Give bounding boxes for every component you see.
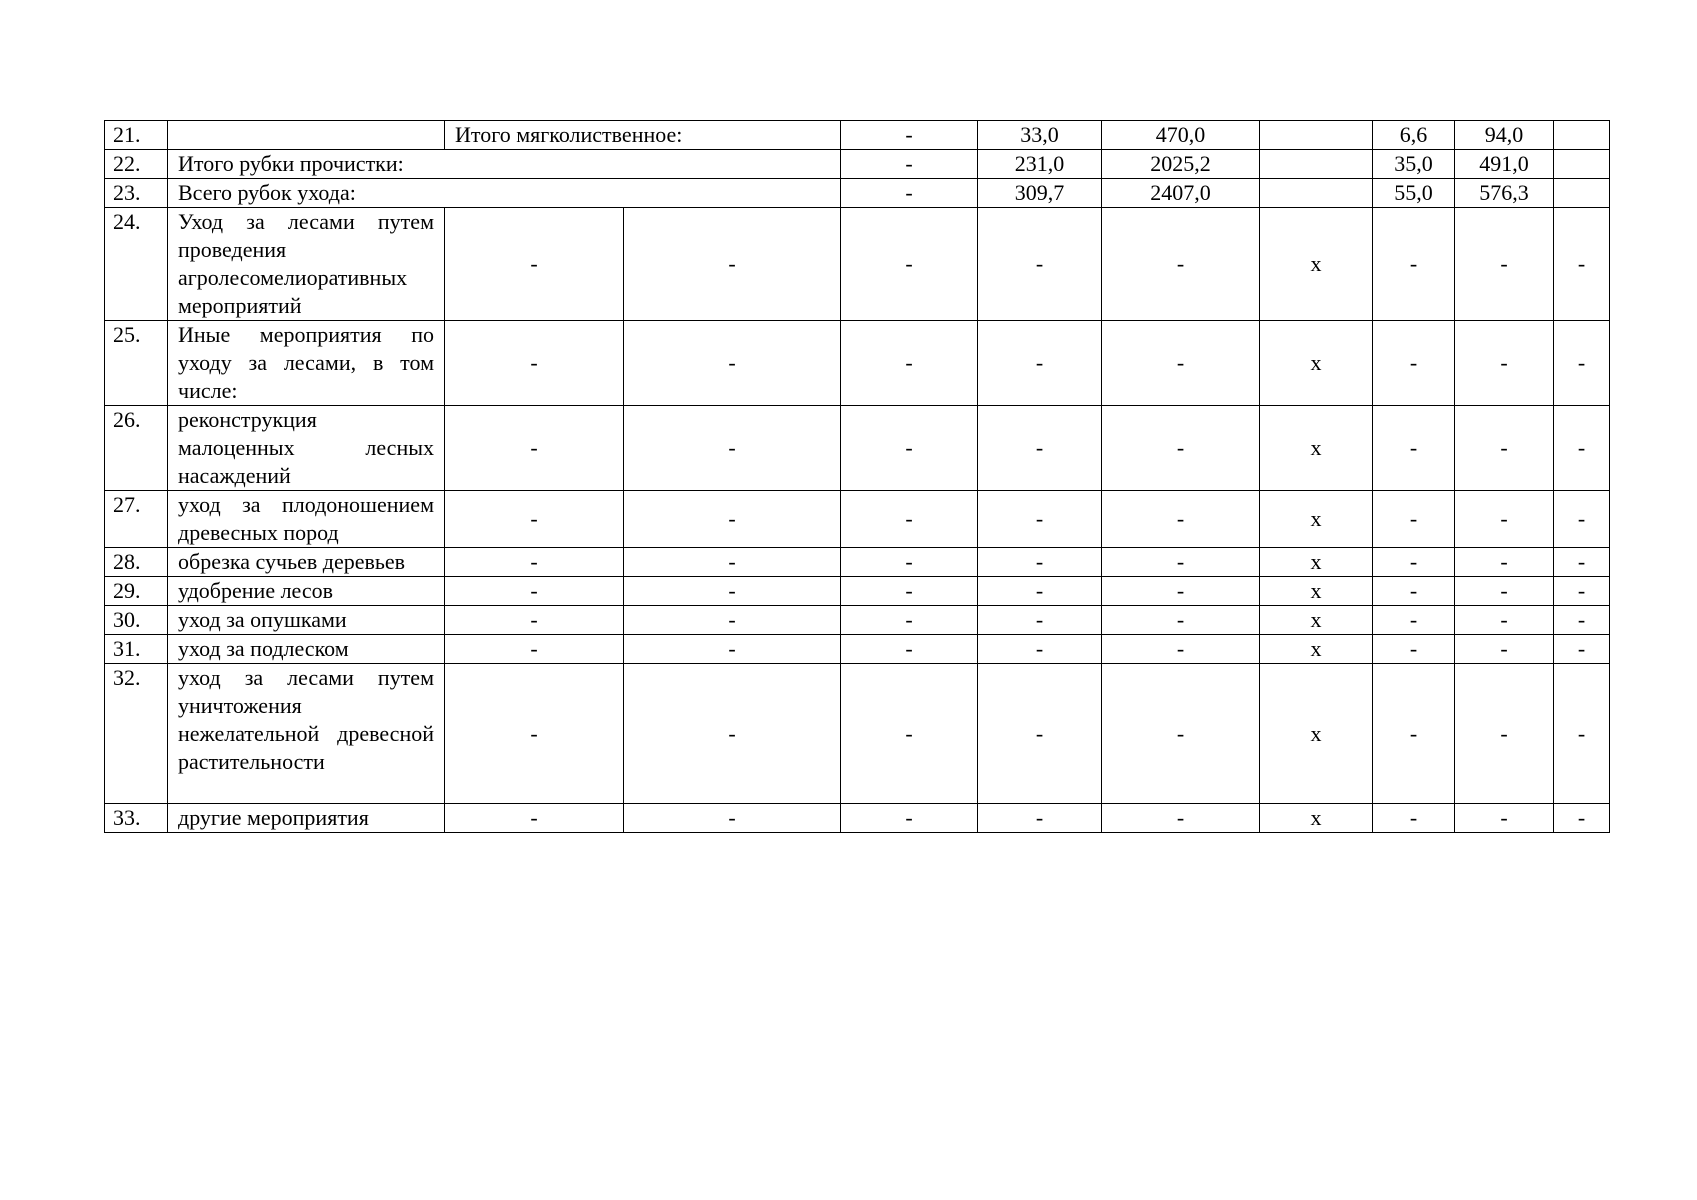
value-cell: х bbox=[1260, 491, 1373, 548]
value-cell: - bbox=[841, 664, 978, 804]
value-cell: - bbox=[445, 804, 624, 833]
value-cell: 309,7 bbox=[978, 179, 1102, 208]
value-cell: - bbox=[624, 208, 841, 321]
value-cell: х bbox=[1260, 664, 1373, 804]
value-cell: - bbox=[445, 577, 624, 606]
table-row bbox=[105, 606, 1610, 635]
row-label: уход за плодоношением древесных пород bbox=[168, 491, 445, 548]
value-cell: - bbox=[445, 635, 624, 664]
value-cell: - bbox=[445, 606, 624, 635]
value-cell: х bbox=[1260, 804, 1373, 833]
row-number: 30. bbox=[105, 606, 168, 635]
row-label: другие мероприятия bbox=[168, 804, 445, 833]
value-cell: - bbox=[1102, 606, 1260, 635]
value-cell: - bbox=[1102, 635, 1260, 664]
value-cell: - bbox=[624, 664, 841, 804]
value-cell: - bbox=[1373, 406, 1455, 491]
value-cell: - bbox=[624, 804, 841, 833]
row-number: 22. bbox=[105, 150, 168, 179]
row-number: 32. bbox=[105, 664, 168, 804]
table-body bbox=[105, 121, 1610, 833]
row-number: 29. bbox=[105, 577, 168, 606]
value-cell: 33,0 bbox=[978, 121, 1102, 150]
row-label: Итого мягколиственное: bbox=[445, 121, 841, 150]
value-cell bbox=[1260, 179, 1373, 208]
value-cell: - bbox=[624, 635, 841, 664]
value-cell bbox=[1554, 150, 1610, 179]
value-cell: - bbox=[1102, 208, 1260, 321]
value-cell: - bbox=[1455, 664, 1554, 804]
value-cell: - bbox=[1554, 606, 1610, 635]
value-cell: - bbox=[445, 406, 624, 491]
value-cell: - bbox=[1102, 804, 1260, 833]
value-cell: - bbox=[1373, 635, 1455, 664]
value-cell: 35,0 bbox=[1373, 150, 1455, 179]
value-cell: - bbox=[1373, 577, 1455, 606]
value-cell: - bbox=[1554, 548, 1610, 577]
row-number: 33. bbox=[105, 804, 168, 833]
row-label: Уход за лесами путем проведения агролесомелиоративных мероприятий bbox=[168, 208, 445, 321]
row-number: 28. bbox=[105, 548, 168, 577]
row-label: уход за подлеском bbox=[168, 635, 445, 664]
value-cell: х bbox=[1260, 548, 1373, 577]
table-row bbox=[105, 577, 1610, 606]
value-cell: - bbox=[624, 321, 841, 406]
value-cell: - bbox=[1554, 491, 1610, 548]
value-cell: - bbox=[1455, 577, 1554, 606]
value-cell: - bbox=[841, 321, 978, 406]
value-cell: - bbox=[841, 150, 978, 179]
value-cell: х bbox=[1260, 606, 1373, 635]
row-label: Иные мероприятия по уходу за лесами, в том числе: bbox=[168, 321, 445, 406]
row-label: Итого рубки прочистки: bbox=[168, 150, 841, 179]
value-cell: - bbox=[1373, 606, 1455, 635]
row-label: уход за лесами путем уничтожения нежелательной древесной растительности bbox=[168, 664, 445, 804]
value-cell: - bbox=[978, 208, 1102, 321]
value-cell: - bbox=[978, 635, 1102, 664]
value-cell: - bbox=[1554, 804, 1610, 833]
row-label: обрезка сучьев деревьев bbox=[168, 548, 445, 577]
value-cell: - bbox=[841, 804, 978, 833]
value-cell: - bbox=[1102, 406, 1260, 491]
value-cell: - bbox=[841, 179, 978, 208]
value-cell: - bbox=[1102, 491, 1260, 548]
row-number: 24. bbox=[105, 208, 168, 321]
empty-cell bbox=[168, 121, 445, 150]
value-cell bbox=[1260, 150, 1373, 179]
row-label: уход за опушками bbox=[168, 606, 445, 635]
value-cell: 231,0 bbox=[978, 150, 1102, 179]
value-cell: 55,0 bbox=[1373, 179, 1455, 208]
table-row bbox=[105, 664, 1610, 804]
value-cell: - bbox=[978, 548, 1102, 577]
value-cell: 6,6 bbox=[1373, 121, 1455, 150]
table-row bbox=[105, 635, 1610, 664]
value-cell bbox=[1260, 121, 1373, 150]
value-cell: - bbox=[1455, 548, 1554, 577]
value-cell: - bbox=[978, 406, 1102, 491]
value-cell: - bbox=[841, 121, 978, 150]
value-cell: - bbox=[1554, 406, 1610, 491]
value-cell: 576,3 bbox=[1455, 179, 1554, 208]
value-cell: - bbox=[1102, 577, 1260, 606]
value-cell: - bbox=[624, 548, 841, 577]
value-cell: - bbox=[978, 804, 1102, 833]
table-row bbox=[105, 491, 1610, 548]
value-cell: - bbox=[841, 635, 978, 664]
value-cell: - bbox=[978, 577, 1102, 606]
value-cell: - bbox=[1373, 548, 1455, 577]
value-cell bbox=[1554, 121, 1610, 150]
row-label: реконструкция малоценных лесных насаждений bbox=[168, 406, 445, 491]
value-cell: - bbox=[1373, 321, 1455, 406]
table-row bbox=[105, 804, 1610, 833]
value-cell: - bbox=[1373, 208, 1455, 321]
value-cell: - bbox=[445, 548, 624, 577]
table-row bbox=[105, 179, 1610, 208]
value-cell: - bbox=[445, 491, 624, 548]
value-cell: - bbox=[841, 606, 978, 635]
value-cell: - bbox=[1554, 664, 1610, 804]
value-cell: - bbox=[1102, 548, 1260, 577]
value-cell: - bbox=[841, 406, 978, 491]
row-number: 26. bbox=[105, 406, 168, 491]
value-cell: - bbox=[624, 606, 841, 635]
row-number: 25. bbox=[105, 321, 168, 406]
value-cell: - bbox=[1455, 491, 1554, 548]
value-cell: - bbox=[1455, 804, 1554, 833]
table-row bbox=[105, 121, 1610, 150]
table-row bbox=[105, 406, 1610, 491]
value-cell: - bbox=[445, 208, 624, 321]
forest-care-table bbox=[104, 120, 1610, 833]
value-cell: - bbox=[445, 321, 624, 406]
value-cell: 2025,2 bbox=[1102, 150, 1260, 179]
value-cell: х bbox=[1260, 406, 1373, 491]
row-number: 21. bbox=[105, 121, 168, 150]
row-number: 23. bbox=[105, 179, 168, 208]
table-row bbox=[105, 150, 1610, 179]
value-cell: 491,0 bbox=[1455, 150, 1554, 179]
value-cell: - bbox=[1554, 208, 1610, 321]
value-cell: 94,0 bbox=[1455, 121, 1554, 150]
value-cell: - bbox=[978, 606, 1102, 635]
value-cell: - bbox=[624, 491, 841, 548]
table-row bbox=[105, 321, 1610, 406]
value-cell: - bbox=[1102, 321, 1260, 406]
value-cell: х bbox=[1260, 321, 1373, 406]
value-cell: - bbox=[841, 491, 978, 548]
value-cell: - bbox=[1102, 664, 1260, 804]
value-cell: х bbox=[1260, 635, 1373, 664]
value-cell: - bbox=[1373, 491, 1455, 548]
table-row bbox=[105, 548, 1610, 577]
value-cell: х bbox=[1260, 577, 1373, 606]
value-cell: - bbox=[1554, 321, 1610, 406]
value-cell: - bbox=[1373, 804, 1455, 833]
value-cell: - bbox=[978, 491, 1102, 548]
value-cell: - bbox=[624, 406, 841, 491]
row-number: 27. bbox=[105, 491, 168, 548]
value-cell: - bbox=[1455, 406, 1554, 491]
value-cell: - bbox=[841, 548, 978, 577]
value-cell: - bbox=[841, 577, 978, 606]
value-cell: 2407,0 bbox=[1102, 179, 1260, 208]
row-label: удобрение лесов bbox=[168, 577, 445, 606]
value-cell: - bbox=[445, 664, 624, 804]
value-cell: - bbox=[624, 577, 841, 606]
value-cell bbox=[1554, 179, 1610, 208]
value-cell: - bbox=[1373, 664, 1455, 804]
value-cell: - bbox=[978, 321, 1102, 406]
value-cell: 470,0 bbox=[1102, 121, 1260, 150]
table-row bbox=[105, 208, 1610, 321]
value-cell: - bbox=[1455, 321, 1554, 406]
value-cell: - bbox=[1455, 635, 1554, 664]
value-cell: - bbox=[1554, 577, 1610, 606]
value-cell: - bbox=[1554, 635, 1610, 664]
value-cell: х bbox=[1260, 208, 1373, 321]
row-label: Всего рубок ухода: bbox=[168, 179, 841, 208]
value-cell: - bbox=[1455, 606, 1554, 635]
row-number: 31. bbox=[105, 635, 168, 664]
value-cell: - bbox=[841, 208, 978, 321]
value-cell: - bbox=[1455, 208, 1554, 321]
value-cell: - bbox=[978, 664, 1102, 804]
